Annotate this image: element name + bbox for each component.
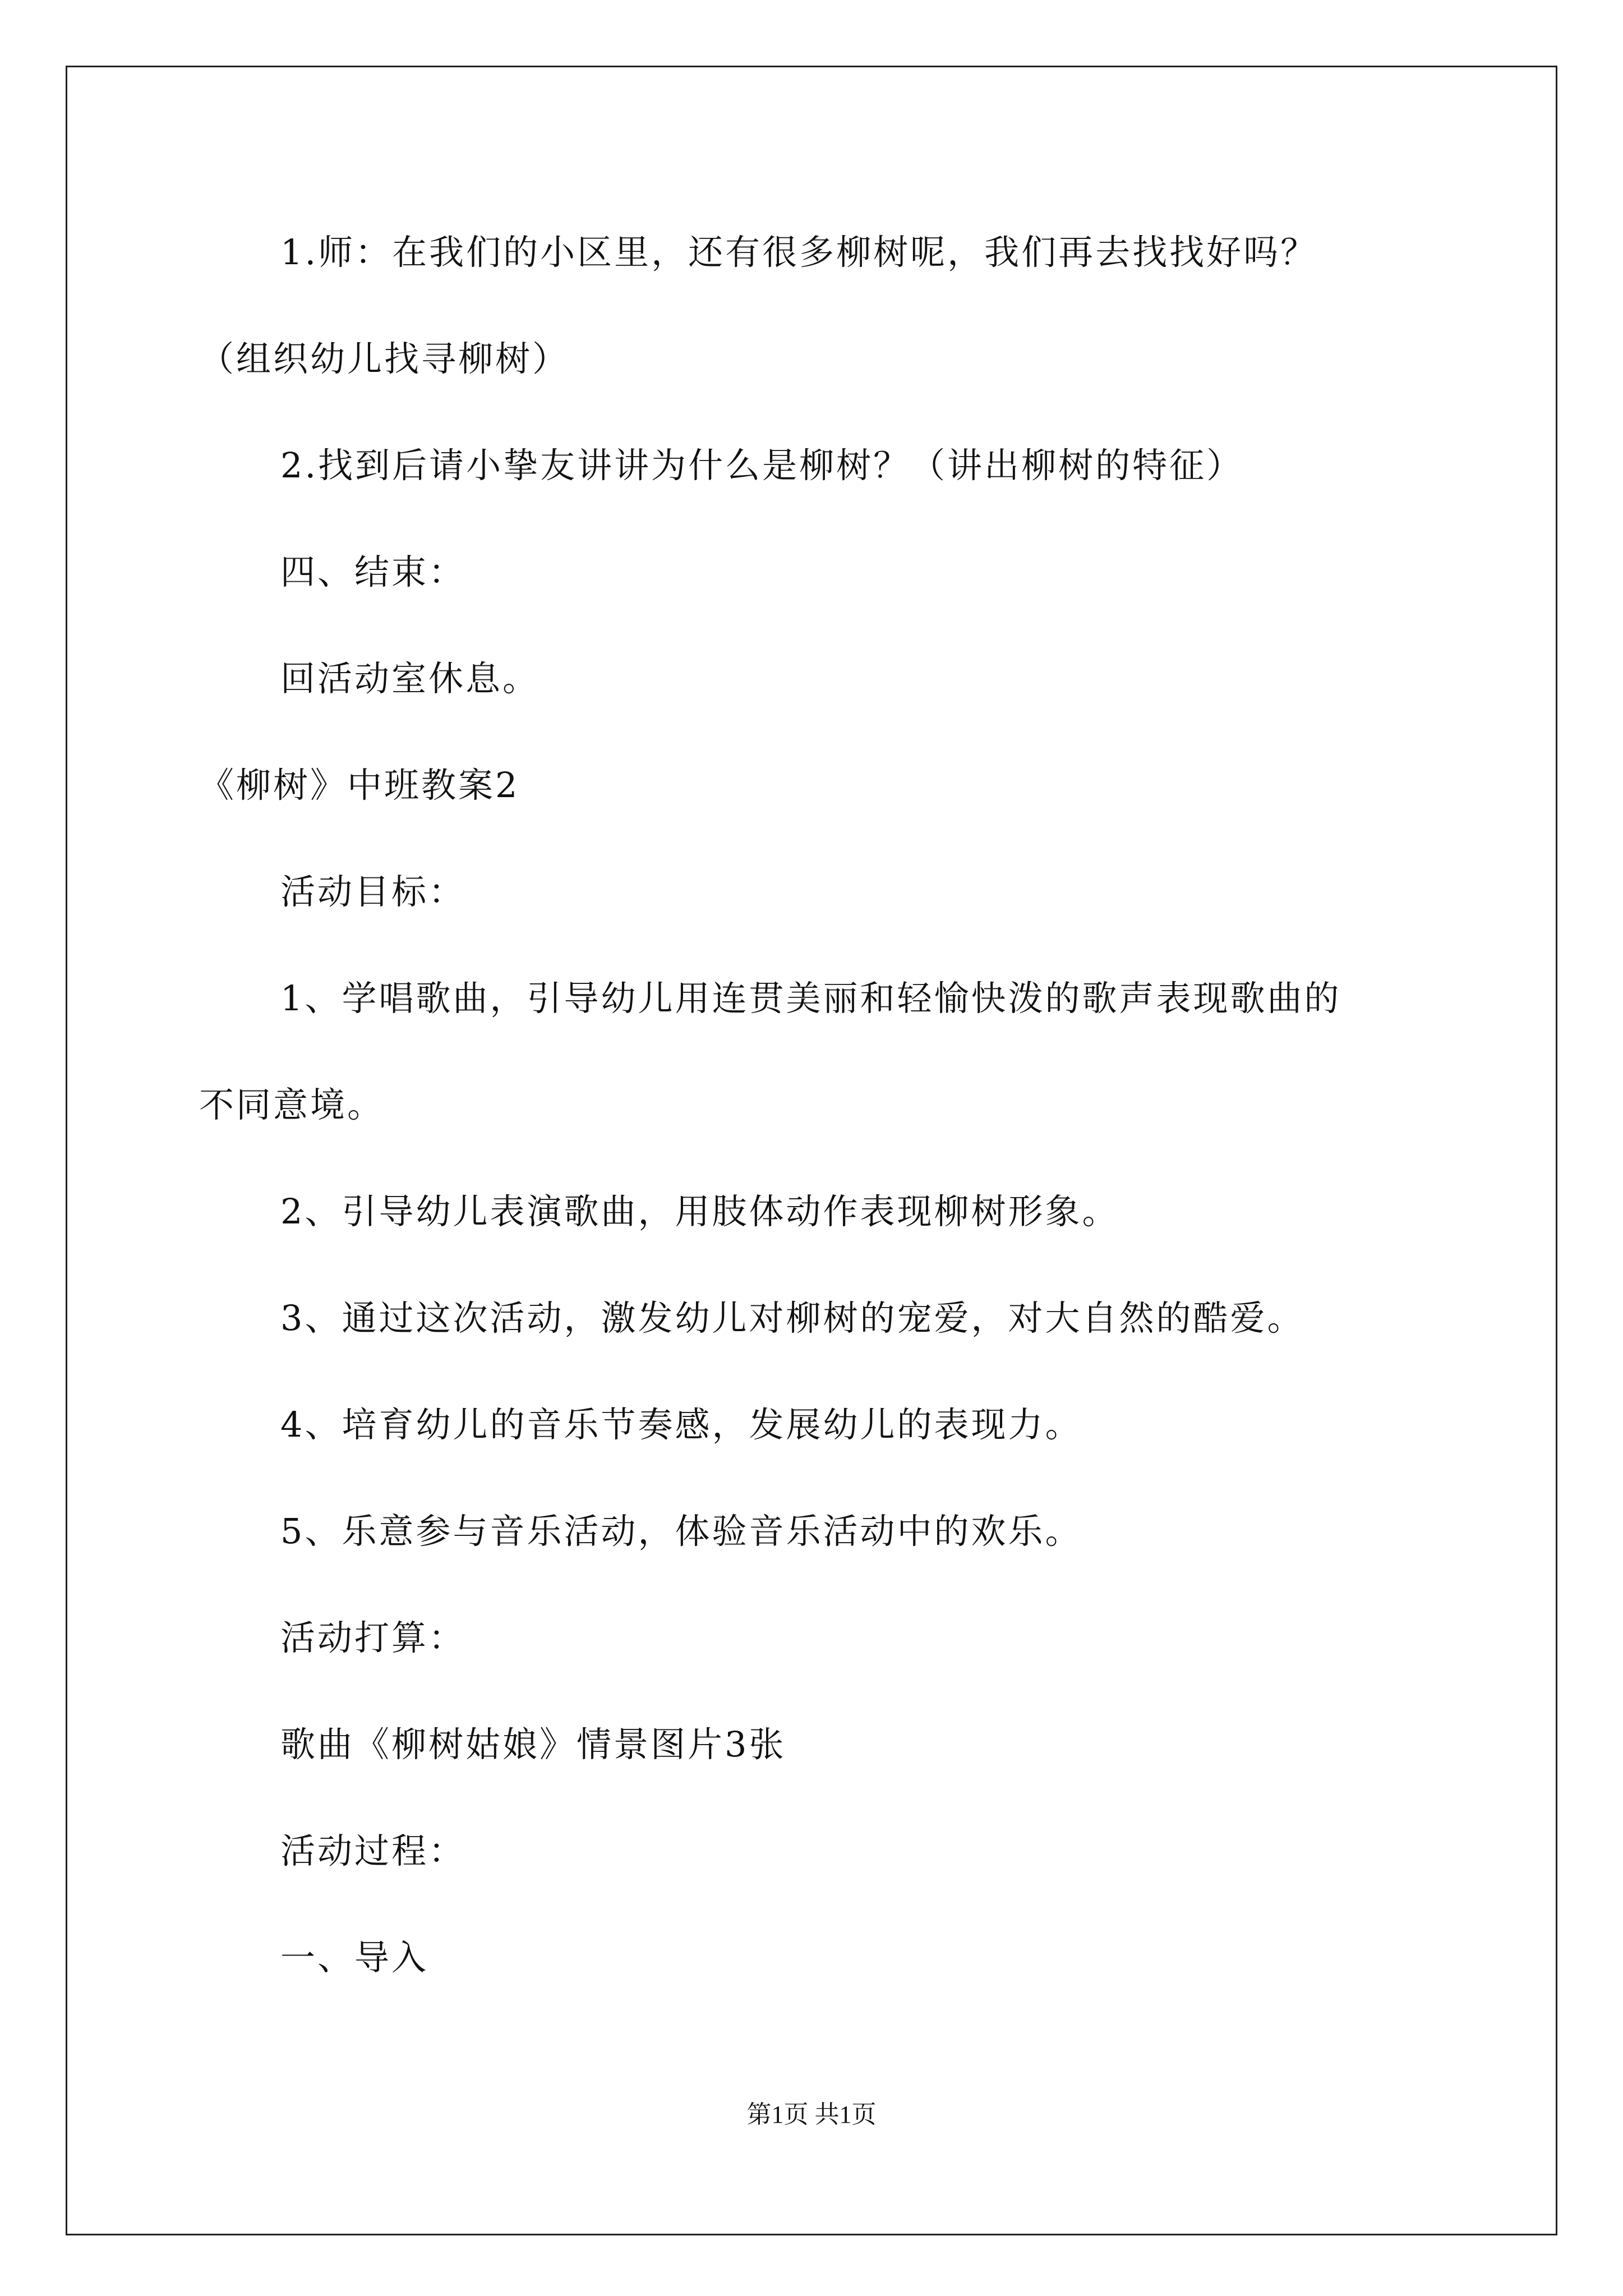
page-footer: 第1页 共1页 <box>746 2101 877 2128</box>
paragraph-line: 4、培育幼儿的音乐节奏感，发展幼儿的表现力。 <box>280 1404 1082 1445</box>
paragraph-line: 5、乐意参与音乐活动，体验音乐活动中的欢乐。 <box>280 1511 1082 1552</box>
paragraph-line: 1、学唱歌曲，引导幼儿用连贯美丽和轻愉快泼的歌声表现歌曲的 <box>280 978 1341 1019</box>
paragraph-line: 歌曲《柳树姑娘》情景图片3张 <box>280 1724 786 1765</box>
paragraph-line: 不同意境。 <box>199 1084 385 1125</box>
section-heading: 活动过程： <box>280 1830 466 1871</box>
section-heading: 活动打算： <box>280 1617 466 1658</box>
paragraph-line: 3、通过这次活动，激发幼儿对柳树的宠爱，对大自然的酷爱。 <box>280 1297 1304 1338</box>
paragraph-line: 2.找到后请小挚友讲讲为什么是柳树？（讲出柳树的特征） <box>280 445 1244 486</box>
paragraph-line: （组织幼儿找寻柳树） <box>199 338 570 379</box>
section-heading: 一、导入 <box>280 1937 429 1978</box>
page-border <box>66 66 1557 2235</box>
paragraph-line: 回活动室休息。 <box>280 658 540 699</box>
document-title: 《柳树》中班教案2 <box>199 765 520 806</box>
paragraph-line: 2、引导幼儿表演歌曲，用肢体动作表现柳树形象。 <box>280 1191 1119 1232</box>
section-heading: 活动目标： <box>280 871 466 912</box>
paragraph-line: 1.师：在我们的小区里，还有很多柳树呢，我们再去找找好吗？ <box>280 232 1318 273</box>
section-heading: 四、结束： <box>280 551 466 592</box>
